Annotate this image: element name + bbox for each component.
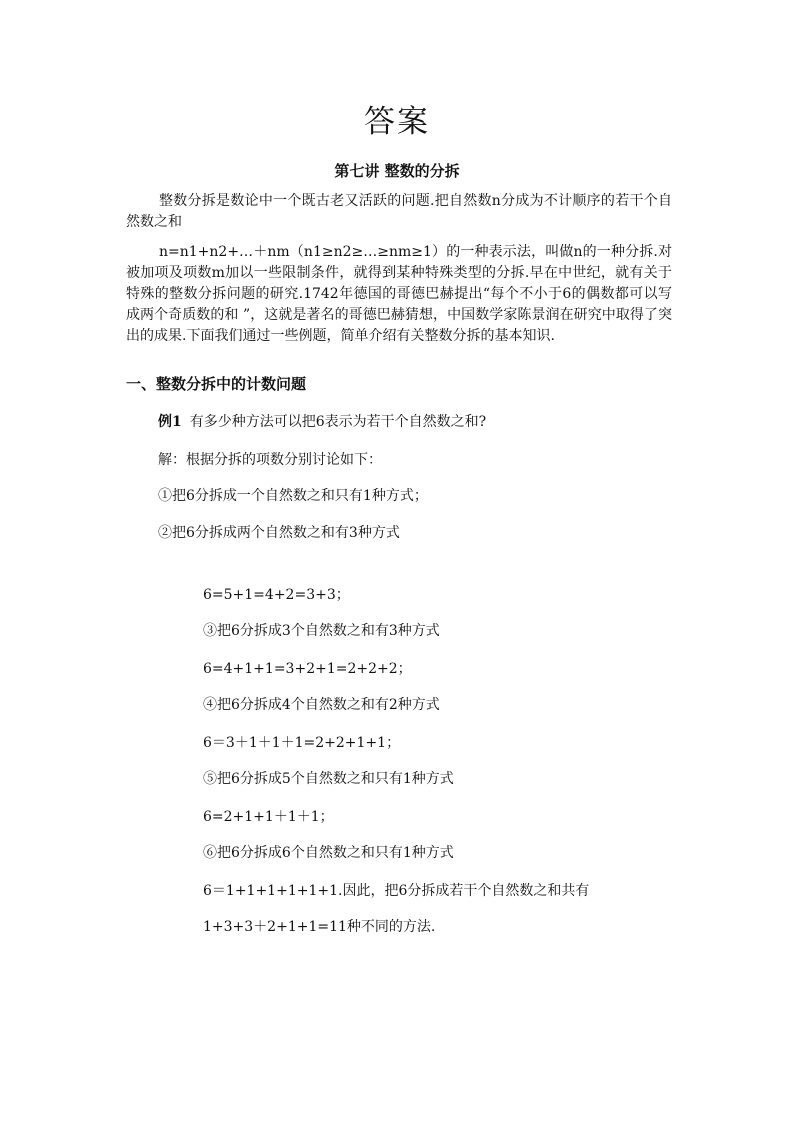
intro-paragraph-1: 整数分拆是数论中一个既古老又活跃的问题.把自然数n分成为不计顺序的若干个自然数之和 (126, 193, 672, 230)
solution-intro: 解：根据分拆的项数分别讨论如下： (158, 452, 382, 468)
equation-3: 6=4+1+1=3+2+1=2+2+2； (203, 661, 412, 677)
lecture-title: 第七讲 整数的分拆 (334, 162, 460, 180)
equation-5: 6=2+1+1＋1＋1； (203, 809, 334, 825)
summary-line: 1+3+3＋2+1+1=11种不同的方法. (203, 919, 436, 935)
section-heading: 一、整数分拆中的计数问题 (126, 375, 307, 393)
case-2: ②把6分拆成两个自然数之和有3种方式 (158, 525, 400, 541)
case-3: ③把6分拆成3个自然数之和有3种方式 (203, 623, 440, 639)
example-label: 例1 (158, 414, 182, 430)
case-5: ⑤把6分拆成5个自然数之和只有1种方式 (203, 771, 454, 787)
case-6: ⑥把6分拆成6个自然数之和只有1种方式 (203, 845, 454, 861)
equation-2: 6=5+1=4+2=3+3； (203, 587, 350, 603)
equation-6: 6＝1+1+1+1+1+1.因此，把6分拆成若干个自然数之和共有 (203, 883, 590, 899)
equation-4: 6＝3＋1＋1＋1=2+2+1+1； (203, 735, 401, 751)
intro-paragraph-2: n=n1+n2+…＋nm（n1≥n2≥…≥nm≥1）的一种表示法，叫做n的一种分拆.对被加项及项数m加以一些限制条件，就得到某种特殊类型的分拆.早在中世纪，就有关于特殊的整数分拆问题的研究.1742年德国的哥德巴赫提出“每个不小于6的偶数都可以写成两个奇质数的和 ”，这就是著名的哥德巴赫猜想，中国数学家陈景润在研究中取得了突出的成果.下面我们通过一些例题，简单介绍有关整数分拆的基本知识. (126, 244, 672, 344)
example-question: 有多少种方法可以把6表示为若干个自然数之和? (189, 414, 487, 430)
page-title: 答案 (364, 104, 430, 140)
case-1: ①把6分拆成一个自然数之和只有1种方式； (158, 488, 428, 504)
case-4: ④把6分拆成4个自然数之和有2种方式 (203, 697, 440, 713)
example-1 (158, 412, 486, 432)
